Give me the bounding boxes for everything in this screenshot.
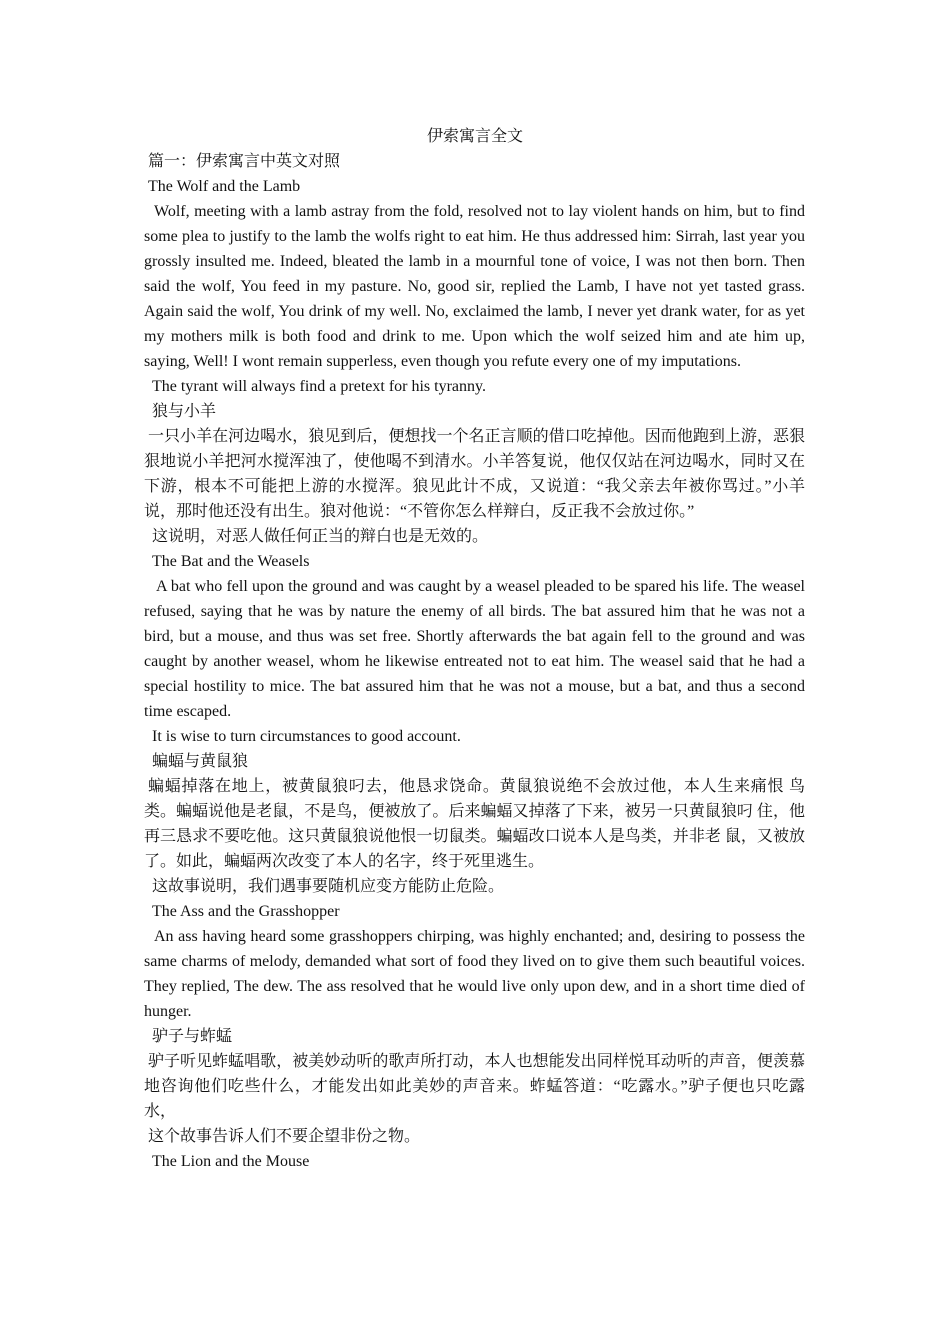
moral-zh-bat-weasels: 这故事说明，我们遇事要随机应变方能防止危险。: [152, 878, 505, 895]
moral-zh-ass-grasshopper: 这个故事告诉人们不要企望非份之物。: [148, 1128, 421, 1145]
story-title-zh-wolf-lamb: 狼与小羊: [152, 403, 217, 420]
story-text-zh-wolf-lamb: 一只小羊在河边喝水，狼见到后，便想找一个名正言顺的借口吃掉他。因而他跑到上游，恶狠狠地说小羊把河水搅浑浊了，使他喝不到清水。小羊答复说，他仅仅站在河边喝水，同时又在下游，根本不可能把上游的水搅浑。狼见此计不成，又说道：“我父亲去年被你骂过。”小羊说，那时他还没有出生。狼对他说：“不管你怎么样辩白，反正我不会放过你。”: [144, 428, 805, 520]
document-body: [144, 149, 805, 1174]
story-title-en-wolf-lamb: The Wolf and the Lamb: [148, 178, 301, 195]
document-title: 伊索寓言全文: [426, 128, 523, 145]
story-text-en-wolf-lamb: Wolf, meeting with a lamb astray from the fold, resolved not to lay violent hands on him, but to find some plea to justify to the lamb the wolfs right to eat him. He thus addressed him: Sirrah, last year you grossly insulted me. Indeed, bleated the lamb in a mournful tone of voice, I was not then born. Then said the wolf, You feed in my pasture. No, good sir, replied the Lamb, I have not yet tasted grass. Again said the wolf, You drink of my well. No, exclaimed the lamb, I never yet drank water, for as yet my mothers milk is both food and drink to me. Upon which the wolf seized him and ate him up, saying, Well! I wont remain supperless, even though you refute every one of my imputations.: [144, 203, 805, 370]
story-title-en-bat-weasels: The Bat and the Weasels: [152, 553, 310, 570]
moral-en-bat-weasels: It is wise to turn circumstances to good account.: [152, 728, 461, 745]
section-heading: 篇一：伊索寓言中英文对照: [148, 153, 341, 170]
story-title-en-ass-grasshopper: The Ass and the Grasshopper: [152, 903, 340, 920]
story-title-zh-ass-grasshopper: 驴子与蚱蜢: [152, 1028, 233, 1045]
story-text-en-bat-weasels: A bat who fell upon the ground and was caught by a weasel pleaded to be spared his life. The weasel refused, saying that he was by nature the enemy of all birds. The bat assured him that he was not a bird, but a mouse, and thus was set free. Shortly afterwards the bat again fell to the ground and was caught by another weasel, whom he likewise entreated not to eat him. The weasel said that he had a special hostility to mice. The bat assured him that he was not a mouse, but a bat, and thus a second time escaped.: [144, 578, 805, 720]
moral-zh-wolf-lamb: 这说明，对恶人做任何正当的辩白也是无效的。: [152, 528, 489, 545]
story-text-zh-bat-weasels: 蝙蝠掉落在地上，被黄鼠狼叼去，他恳求饶命。黄鼠狼说绝不会放过他，本人生来痛恨 鸟类。蝙蝠说他是老鼠，不是鸟，便被放了。后来蝙蝠又掉落了下来，被另一只黄鼠狼叼 住，他再三恳求不要吃他。这只黄鼠狼说他恨一切鼠类。蝙蝠改口说本人是鸟类，并非老 鼠，又被放了。如此，蝙蝠两次改变了本人的名字，终于死里逃生。: [144, 778, 805, 870]
moral-en-wolf-lamb: The tyrant will always find a pretext for his tyranny.: [152, 378, 486, 395]
story-text-zh-ass-grasshopper: 驴子听见蚱蜢唱歌，被美妙动听的歌声所打动，本人也想能发出同样悦耳动听的声音，便羡慕地咨询他们吃些什么，才能发出如此美妙的声音来。蚱蜢答道：“吃露水。”驴子便也只吃露水，: [144, 1053, 805, 1120]
story-title-en-lion-mouse: The Lion and the Mouse: [152, 1153, 310, 1170]
story-title-zh-bat-weasels: 蝙蝠与黄鼠狼: [152, 753, 249, 770]
story-text-en-ass-grasshopper: An ass having heard some grasshoppers chirping, was highly enchanted; and, desiring to possess the same charms of melody, demanded what sort of food they lived on to give them such beautiful voices. They replied, The dew. The ass resolved that he would live only upon dew, and in a short time died of hunger.: [144, 928, 805, 1020]
